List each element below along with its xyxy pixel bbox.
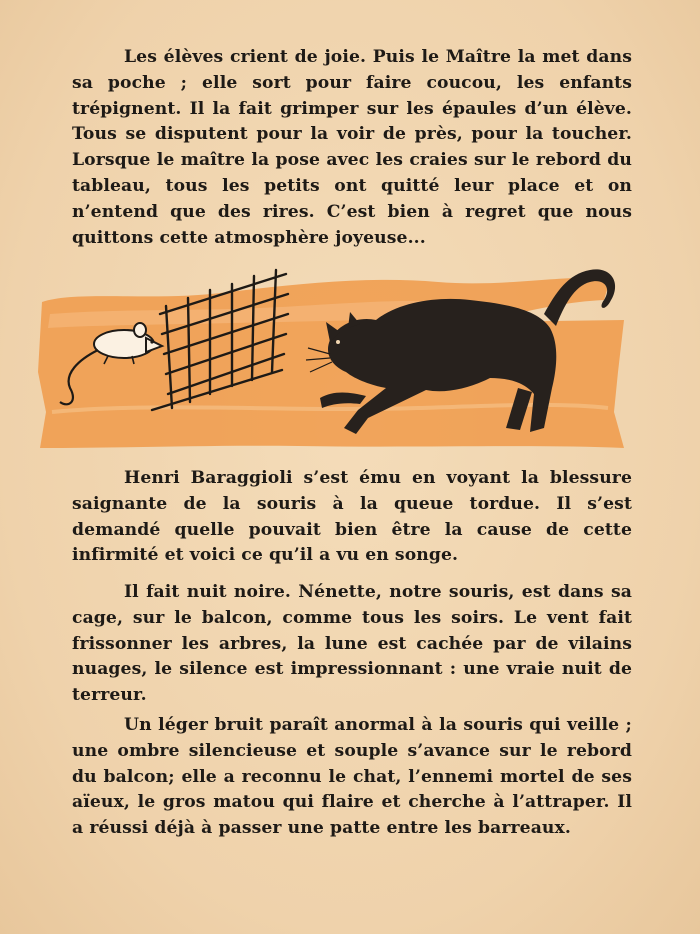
illustration-cat-mouse-cage bbox=[38, 262, 624, 452]
paragraph-4: Un léger bruit paraît anormal à la souris qui veille ; une ombre silencieuse et souple s’avance sur le rebord du balcon; elle a reconnu le chat, l’ennemi mortel de ses aïeux, le gros matou qui flaire et cherche à l’attraper. Il a réussi déjà à passer une patte entre les barreaux. bbox=[72, 715, 632, 839]
paragraph-1: Les élèves crient de joie. Puis le Maître la met dans sa poche ; elle sort pour faire coucou, les enfants trépignent. Il la fait grimper sur les épaules d’un élève. Tous se disputent pour la voir de près, pour la toucher. Lorsque le maître la pose avec les craies sur le rebord du tableau, tous les petits ont quitté leur place et on n’entend que des rires. C’est bien à regret que nous quittons cette atmosphère joyeuse... bbox=[72, 47, 632, 248]
paragraph-2: Henri Baraggioli s’est ému en voyant la blessure saignante de la souris à la queue tordue. Il s’est demandé quelle pouvait bien être la cause de cette infirmité et voici ce qu’il a vu en songe. bbox=[72, 468, 632, 566]
paragraph-3: Il fait nuit noire. Nénette, notre souris, est dans sa cage, sur le balcon, comme tous les soirs. Le vent fait frissonner les arbres, la lune est cachée par de vilains nuages, le silence est impressionnant : une vraie nuit de terreur. bbox=[72, 582, 632, 706]
